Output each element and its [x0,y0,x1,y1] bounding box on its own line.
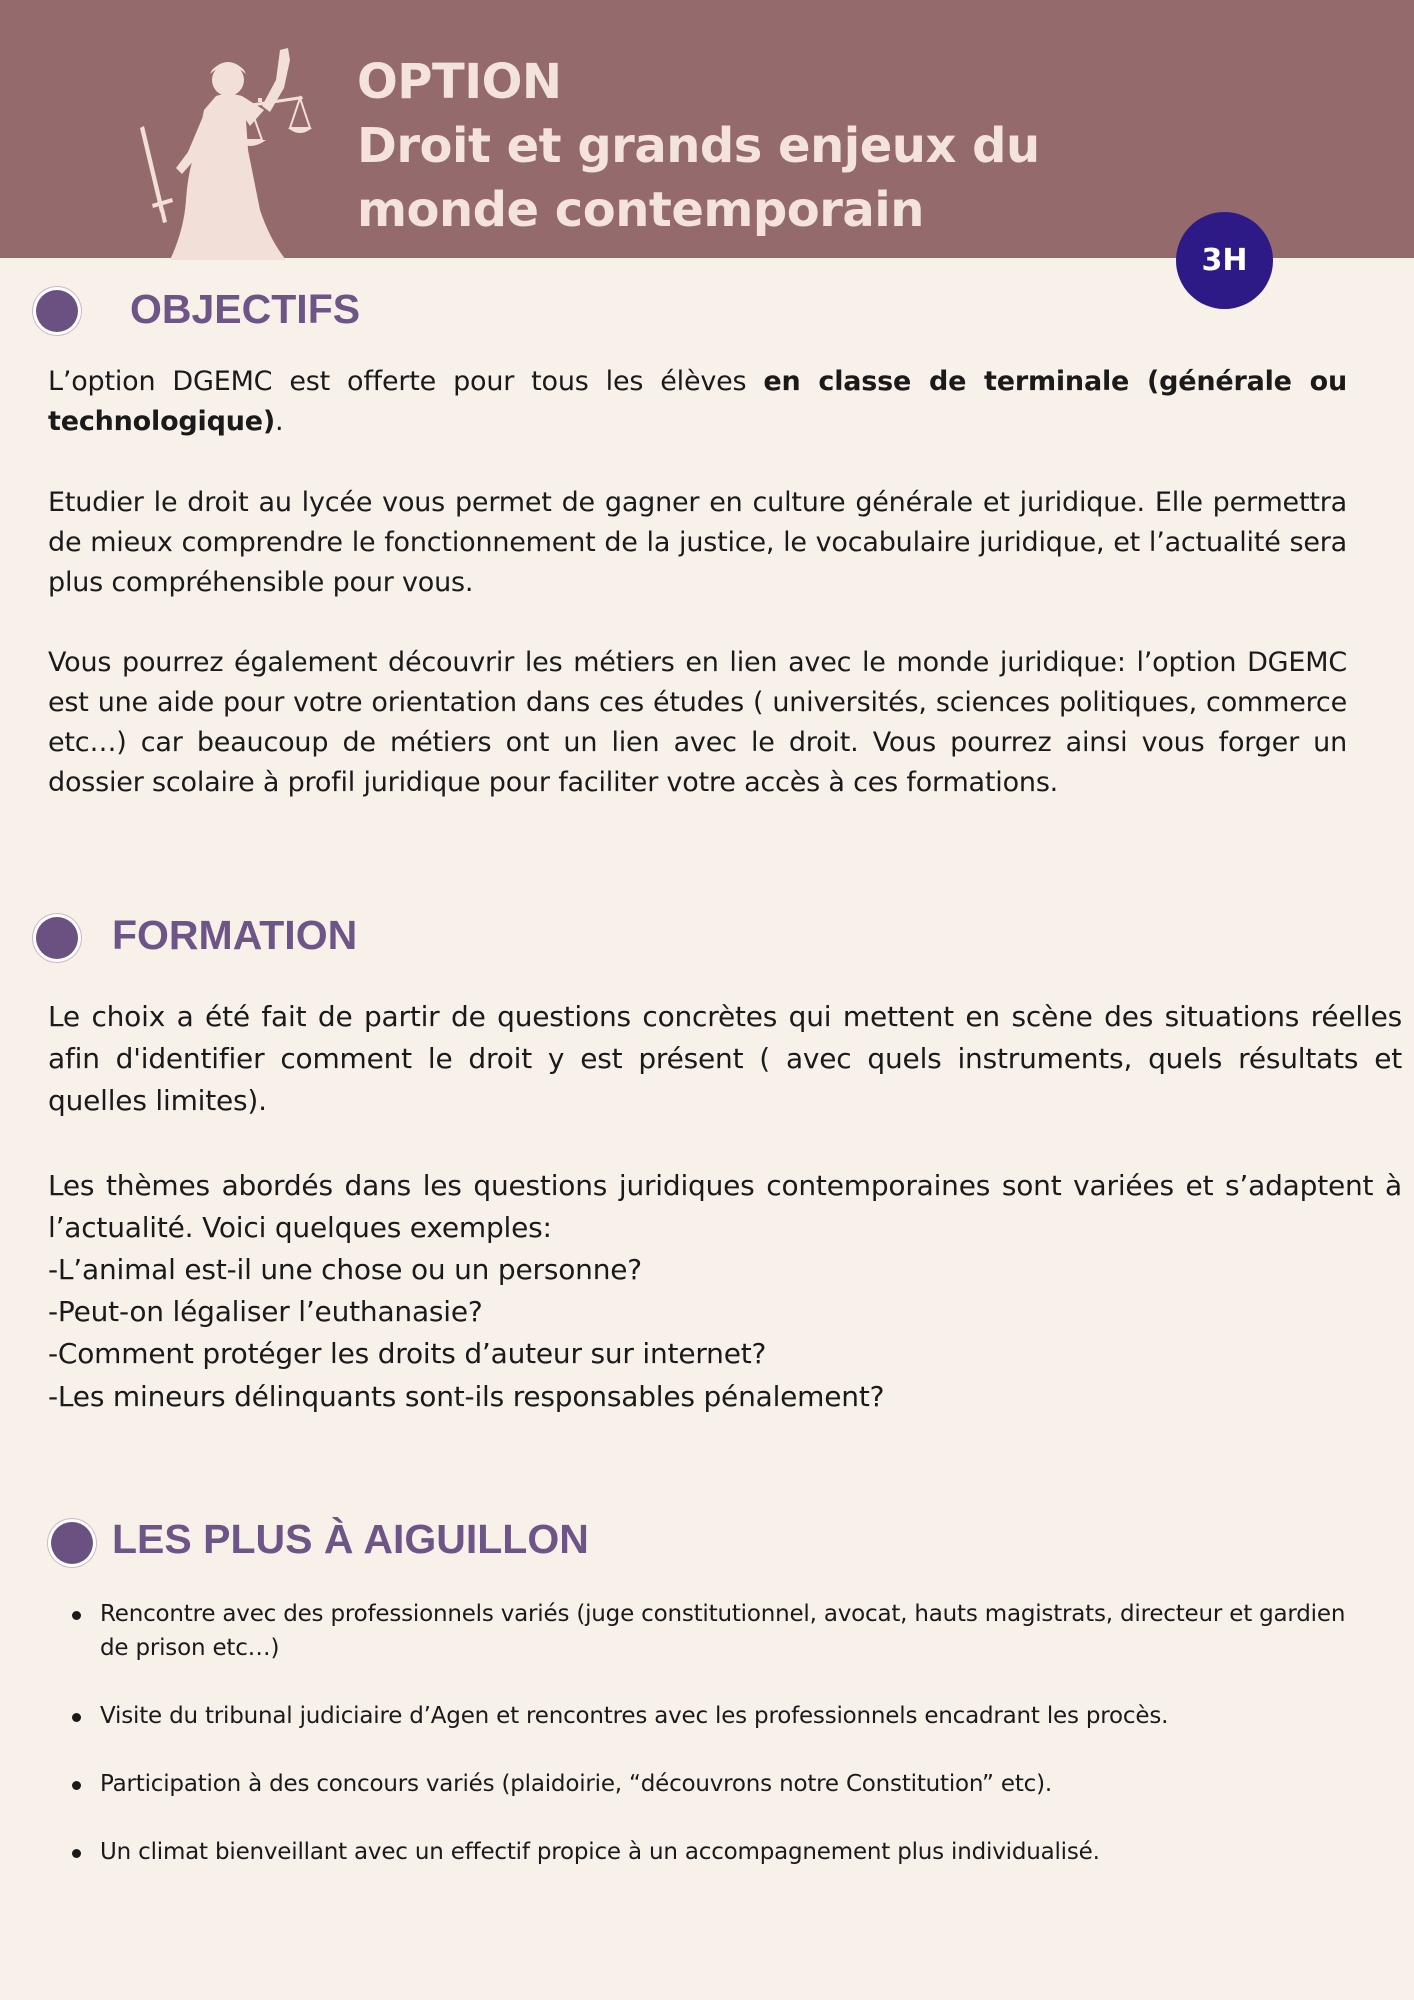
formation-example-4: -Les mineurs délinquants sont-ils responsables pénalement? [48,1380,885,1413]
section-title-plus: LES PLUS À AIGUILLON [112,1516,589,1562]
objectifs-paragraph-3: Vous pourrez également découvrir les métiers en lien avec le monde juridique: l’option DGEMC est une aide pour votre orientation dans ces études ( universités, sciences politiques, commerce etc…) car beaucoup de métiers ont un lien avec le droit. Vous pourrez ainsi vous forger un dossier scolaire à profil juridique pour faciliter votre accès à ces formations. [48,647,1347,798]
formation-example-2: -Peut-on légaliser l’euthanasie? [48,1295,483,1328]
page-title [357,50,1040,242]
plus-list [70,1597,1370,1903]
formation-example-1: -L’animal est-il une chose ou un personne? [48,1253,642,1286]
section-title-objectifs: OBJECTIFS [130,286,361,332]
objectifs-paragraph-2: Etudier le droit au lycée vous permet de gagner en culture générale et juridique. Elle permettra de mieux comprendre le fonctionnement de la justice, le vocabulaire juridique, et l’actualité sera plus compréhensible pour vous. [48,487,1347,598]
section-bullet-objectifs [36,290,78,332]
objectifs-p1-end: . [275,406,284,437]
title-line-2: Droit et grands enjeux du [357,118,1040,174]
title-line-1: OPTION [357,54,562,110]
objectifs-p1-text: L’option DGEMC est offerte pour tous les élèves [48,366,764,397]
title-line-3: monde contemporain [357,182,924,238]
justice-statue-icon [130,40,320,260]
list-item: Rencontre avec des professionnels variés (juge constitutionnel, avocat, hauts magistrats, directeur et gardien de prison etc…) [70,1597,1370,1665]
formation-paragraph-1: Le choix a été fait de partir de questions concrètes qui mettent en scène des situations réelles afin d'identifier comment le droit y est présent ( avec quels instruments, quels résultats et quelles limites). [48,1000,1402,1117]
hours-badge: 3H [1176,212,1273,309]
objectifs-paragraph-1 [48,362,1347,442]
list-item: Participation à des concours variés (plaidoirie, “découvrons notre Constitution” etc). [70,1767,1370,1801]
section-title-formation: FORMATION [112,912,358,958]
formation-example-3: -Comment protéger les droits d’auteur sur internet? [48,1337,767,1370]
list-item: Visite du tribunal judiciaire d’Agen et rencontres avec les professionnels encadrant les procès. [70,1699,1370,1733]
section-bullet-plus [51,1522,93,1564]
objectifs-p1-bold: en classe de terminale (générale ou technologique) [48,366,1347,437]
section-bullet-formation [36,917,78,959]
list-item: Un climat bienveillant avec un effectif propice à un accompagnement plus individualisé. [70,1835,1370,1869]
formation-paragraph-2: Les thèmes abordés dans les questions juridiques contemporaines sont variées et s’adaptent à l’actualité. Voici quelques exemples: [48,1169,1402,1244]
